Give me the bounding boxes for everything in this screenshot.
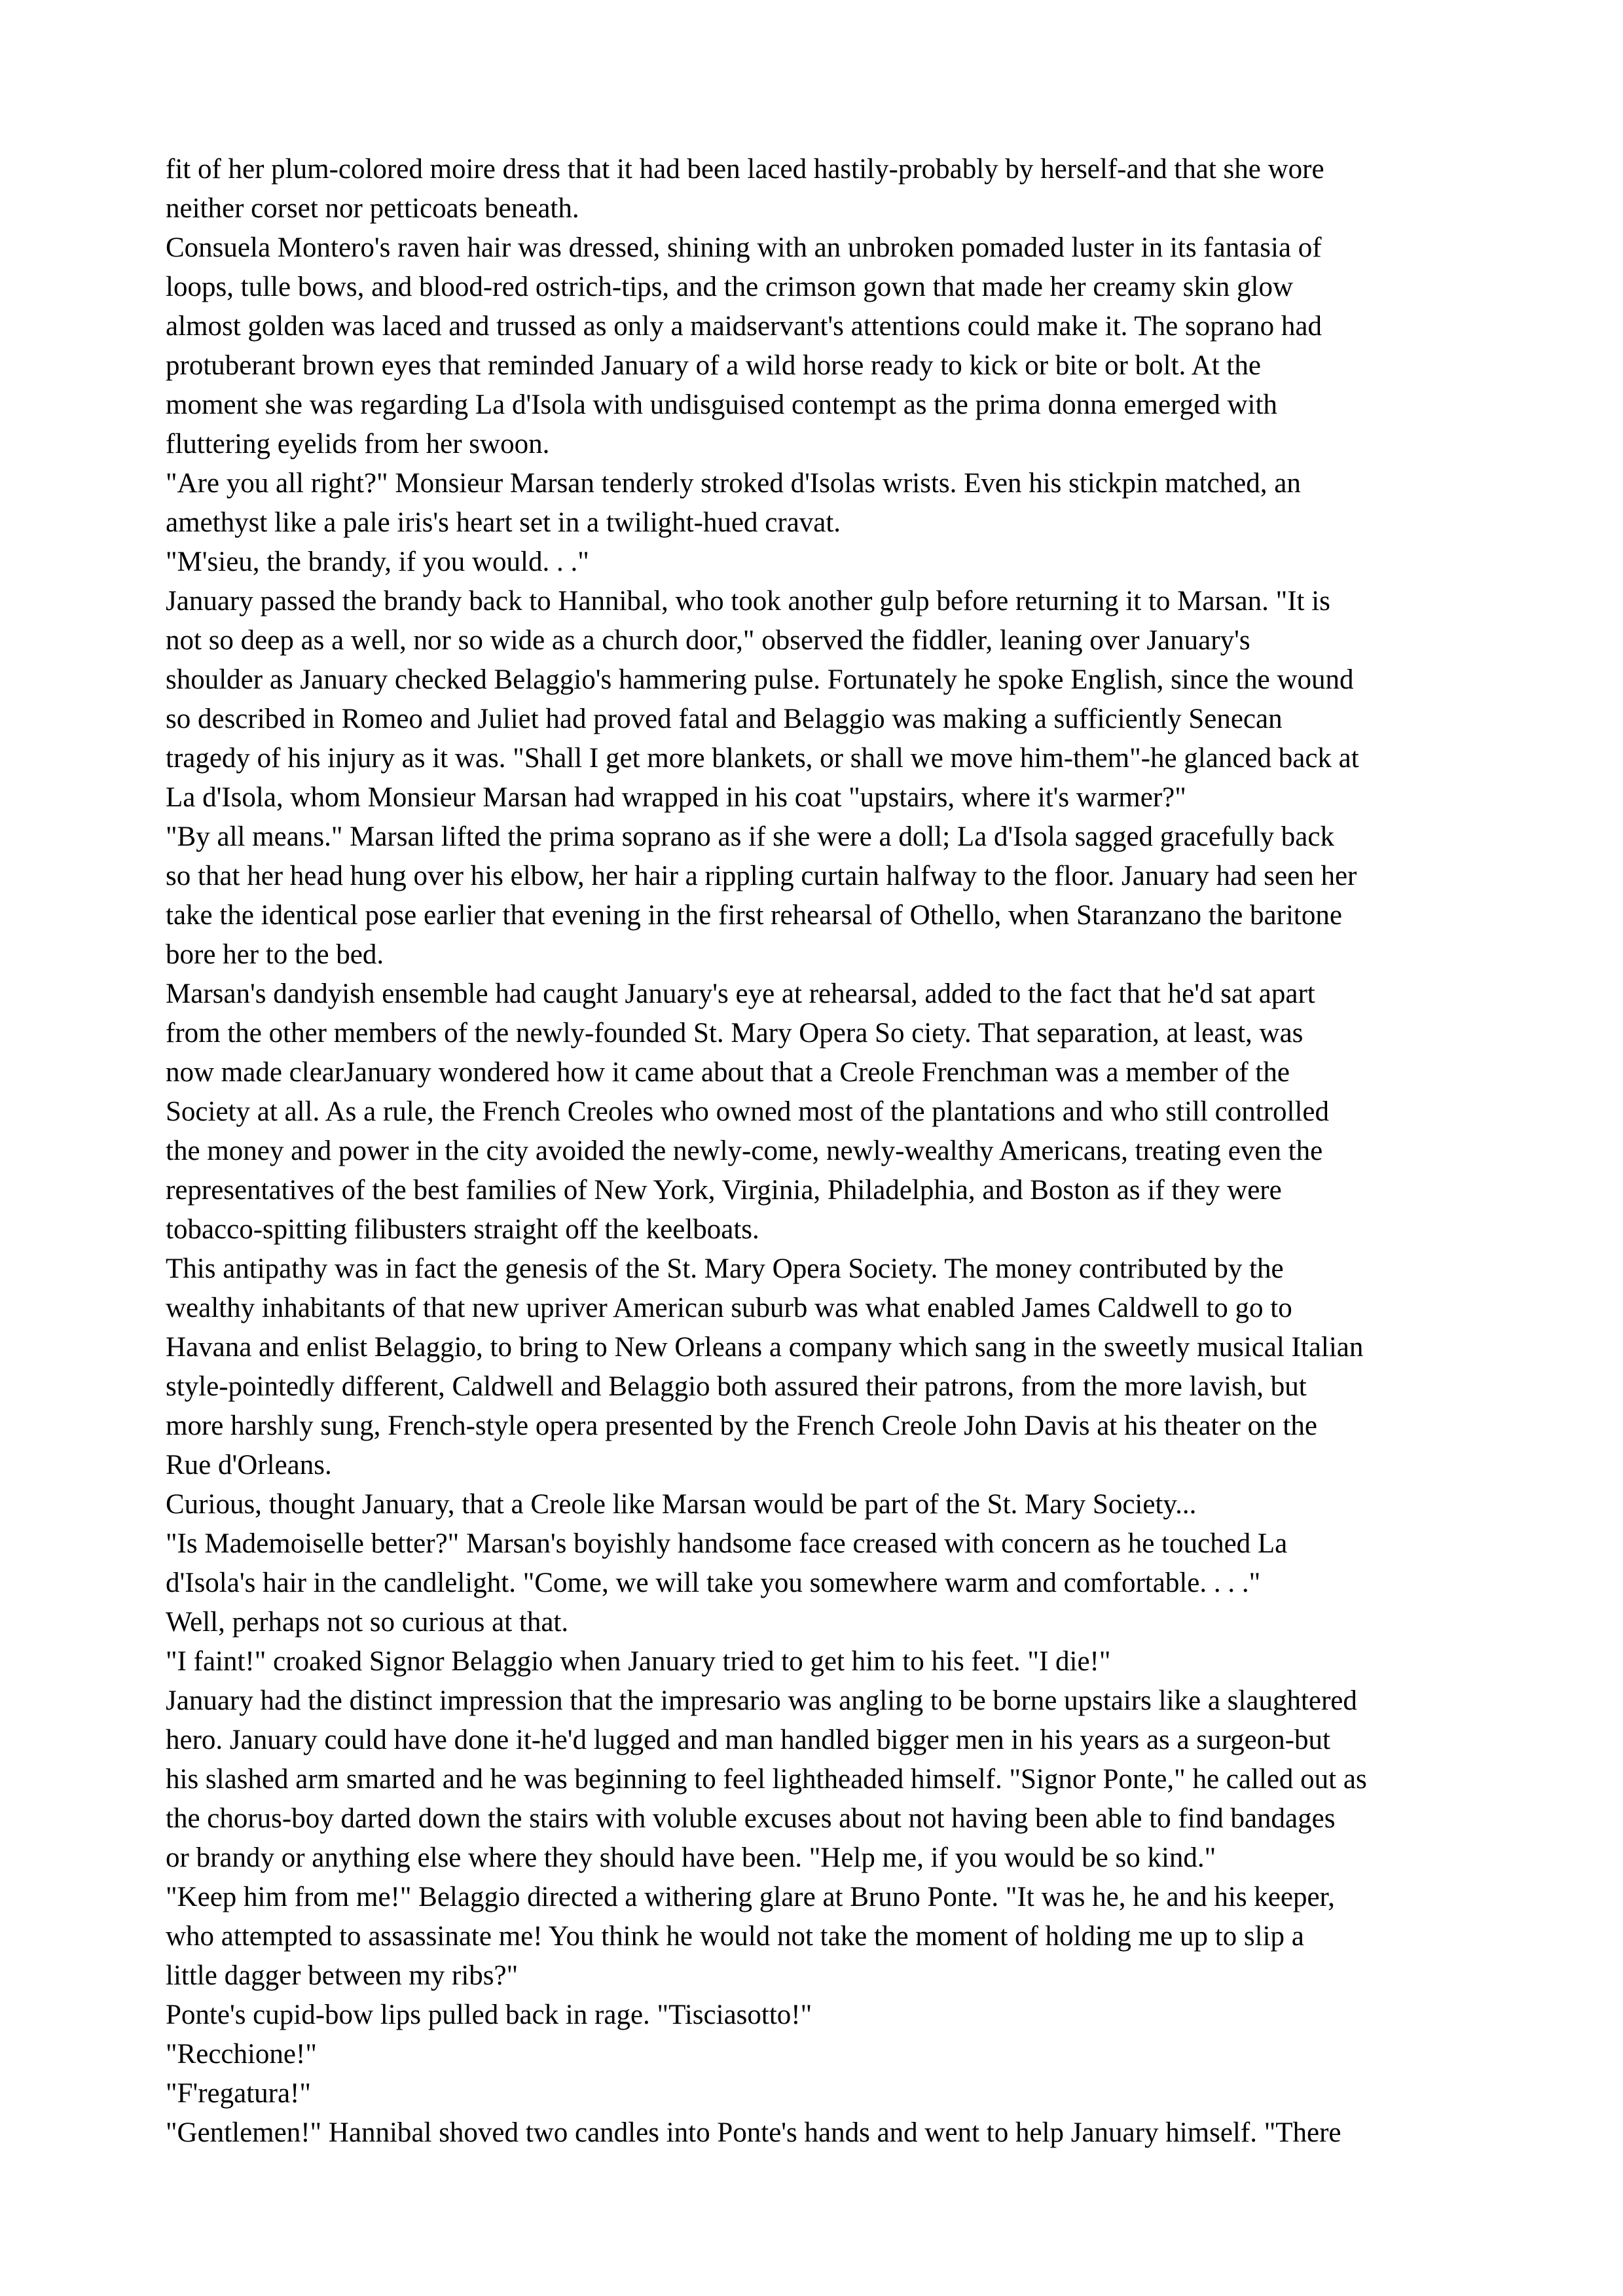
text-line: Ponte's cupid-bow lips pulled back in rage. "Tisciasotto!" [166, 2000, 812, 2030]
paragraph [166, 1642, 1475, 1681]
text-line: fit of her plum-colored moire dress that it had been laced hastily-probably by herself-and that she wore [166, 154, 1324, 185]
body-text-block [166, 150, 1475, 2153]
text-line: more harshly sung, French-style opera presented by the French Creole John Davis at his theater on the [166, 1410, 1317, 1441]
text-line: "F'regatura!" [166, 2078, 311, 2109]
text-line: tragedy of his injury as it was. "Shall I get more blankets, or shall we move him-them"-he glanced back at [166, 743, 1359, 774]
paragraph [166, 1603, 1475, 1642]
text-line: hero. January could have done it-he'd lugged and man handled bigger men in his years as a surgeon-but [166, 1725, 1330, 1755]
text-line: from the other members of the newly-founded St. Mary Opera So ciety. That separation, at least, was [166, 1018, 1304, 1049]
text-line: January passed the brandy back to Hannibal, who took another gulp before returning it to Marsan. "It is [166, 586, 1330, 617]
text-line: "Keep him from me!" Belaggio directed a withering glare at Bruno Ponte. "It was he, he and his keeper, [166, 1882, 1335, 1912]
text-line: or brandy or anything else where they should have been. "Help me, if you would be so kind." [166, 1842, 1216, 1873]
paragraph [166, 1878, 1475, 1996]
paragraph [166, 1996, 1475, 2035]
text-line: little dagger between my ribs?" [166, 1960, 519, 1991]
text-line: the chorus-boy darted down the stairs with voluble excuses about not having been able to find bandages [166, 1803, 1336, 1834]
text-line: Society at all. As a rule, the French Creoles who owned most of the plantations and who still controlled [166, 1096, 1329, 1127]
text-line: shoulder as January checked Belaggio's hammering pulse. Fortunately he spoke English, since the wound [166, 664, 1354, 695]
text-line: not so deep as a well, nor so wide as a church door," observed the fiddler, leaning over January's [166, 625, 1250, 656]
paragraph [166, 150, 1475, 228]
text-line: so that her head hung over his elbow, her hair a rippling curtain halfway to the floor. January had seen her [166, 861, 1357, 891]
text-line: "Is Mademoiselle better?" Marsan's boyishly handsome face creased with concern as he touched La [166, 1528, 1288, 1559]
text-line: take the identical pose earlier that evening in the first rehearsal of Othello, when Staranzano the baritone [166, 900, 1342, 931]
paragraph [166, 975, 1475, 1249]
text-line: fluttering eyelids from her swoon. [166, 429, 550, 459]
paragraph [166, 2113, 1475, 2153]
text-line: Consuela Montero's raven hair was dressed, shining with an unbroken pomaded luster in its fantasia of [166, 232, 1322, 263]
text-line: loops, tulle bows, and blood-red ostrich-tips, and the crimson gown that made her creamy skin glow [166, 272, 1294, 302]
text-line: "M'sieu, the brandy, if you would. . ." [166, 547, 589, 577]
text-line: his slashed arm smarted and he was beginning to feel lightheaded himself. "Signor Ponte," he called out as [166, 1764, 1367, 1795]
text-line: Marsan's dandyish ensemble had caught January's eye at rehearsal, added to the fact that he'd sat apart [166, 978, 1315, 1009]
text-line: protuberant brown eyes that reminded January of a wild horse ready to kick or bite or bolt. At the [166, 350, 1261, 381]
text-line: moment she was regarding La d'Isola with undisguised contempt as the prima donna emerged with [166, 389, 1277, 420]
paragraph [166, 1249, 1475, 1485]
text-line: tobacco-spitting filibusters straight off the keelboats. [166, 1214, 759, 1245]
paragraph [166, 464, 1475, 543]
text-line: amethyst like a pale iris's heart set in a twilight-hued cravat. [166, 507, 841, 538]
text-line: d'Isola's hair in the candlelight. "Come, we will take you somewhere warm and comfortable. . . ." [166, 1568, 1261, 1598]
paragraph [166, 2035, 1475, 2074]
text-line: Rue d'Orleans. [166, 1450, 332, 1480]
text-line: "Recchione!" [166, 2039, 317, 2070]
paragraph [166, 1681, 1475, 1878]
paragraph [166, 1485, 1475, 1524]
text-line: "By all means." Marsan lifted the prima soprano as if she were a doll; La d'Isola sagged gracefully back [166, 821, 1334, 852]
text-line: bore her to the bed. [166, 939, 384, 970]
text-line: now made clearJanuary wondered how it came about that a Creole Frenchman was a member of the [166, 1057, 1290, 1088]
text-line: "I faint!" croaked Signor Belaggio when January tried to get him to his feet. "I die!" [166, 1646, 1111, 1677]
text-line: almost golden was laced and trussed as only a maidservant's attentions could make it. The soprano had [166, 311, 1322, 342]
paragraph [166, 543, 1475, 582]
text-line: neither corset nor petticoats beneath. [166, 193, 579, 224]
text-line: who attempted to assassinate me! You think he would not take the moment of holding me up to slip a [166, 1921, 1304, 1952]
text-line: La d'Isola, whom Monsieur Marsan had wrapped in his coat "upstairs, where it's warmer?" [166, 782, 1186, 813]
text-line: Havana and enlist Belaggio, to bring to New Orleans a company which sang in the sweetly musical Italian [166, 1332, 1364, 1363]
text-line: representatives of the best families of New York, Virginia, Philadelphia, and Boston as if they were [166, 1175, 1282, 1206]
text-line: so described in Romeo and Juliet had proved fatal and Belaggio was making a sufficiently Senecan [166, 704, 1283, 734]
text-line: style-pointedly different, Caldwell and Belaggio both assured their patrons, from the more lavish, but [166, 1371, 1307, 1402]
text-line: This antipathy was in fact the genesis of the St. Mary Opera Society. The money contributed by the [166, 1253, 1284, 1284]
paragraph [166, 1524, 1475, 1603]
text-line: January had the distinct impression that the impresario was angling to be borne upstairs like a slaughtered [166, 1685, 1357, 1716]
text-line: "Are you all right?" Monsieur Marsan tenderly stroked d'Isolas wrists. Even his stickpin matched, an [166, 468, 1301, 499]
text-line: "Gentlemen!" Hannibal shoved two candles into Ponte's hands and went to help January himself. "There [166, 2117, 1341, 2148]
text-line: the money and power in the city avoided the newly-come, newly-wealthy Americans, treating even the [166, 1136, 1323, 1166]
text-line: Well, perhaps not so curious at that. [166, 1607, 569, 1638]
paragraph [166, 817, 1475, 975]
text-line: Curious, thought January, that a Creole like Marsan would be part of the St. Mary Society... [166, 1489, 1197, 1520]
paragraph [166, 582, 1475, 817]
paragraph [166, 228, 1475, 464]
text-line: wealthy inhabitants of that new upriver American suburb was what enabled James Caldwell to go to [166, 1293, 1292, 1323]
paragraph [166, 2074, 1475, 2113]
